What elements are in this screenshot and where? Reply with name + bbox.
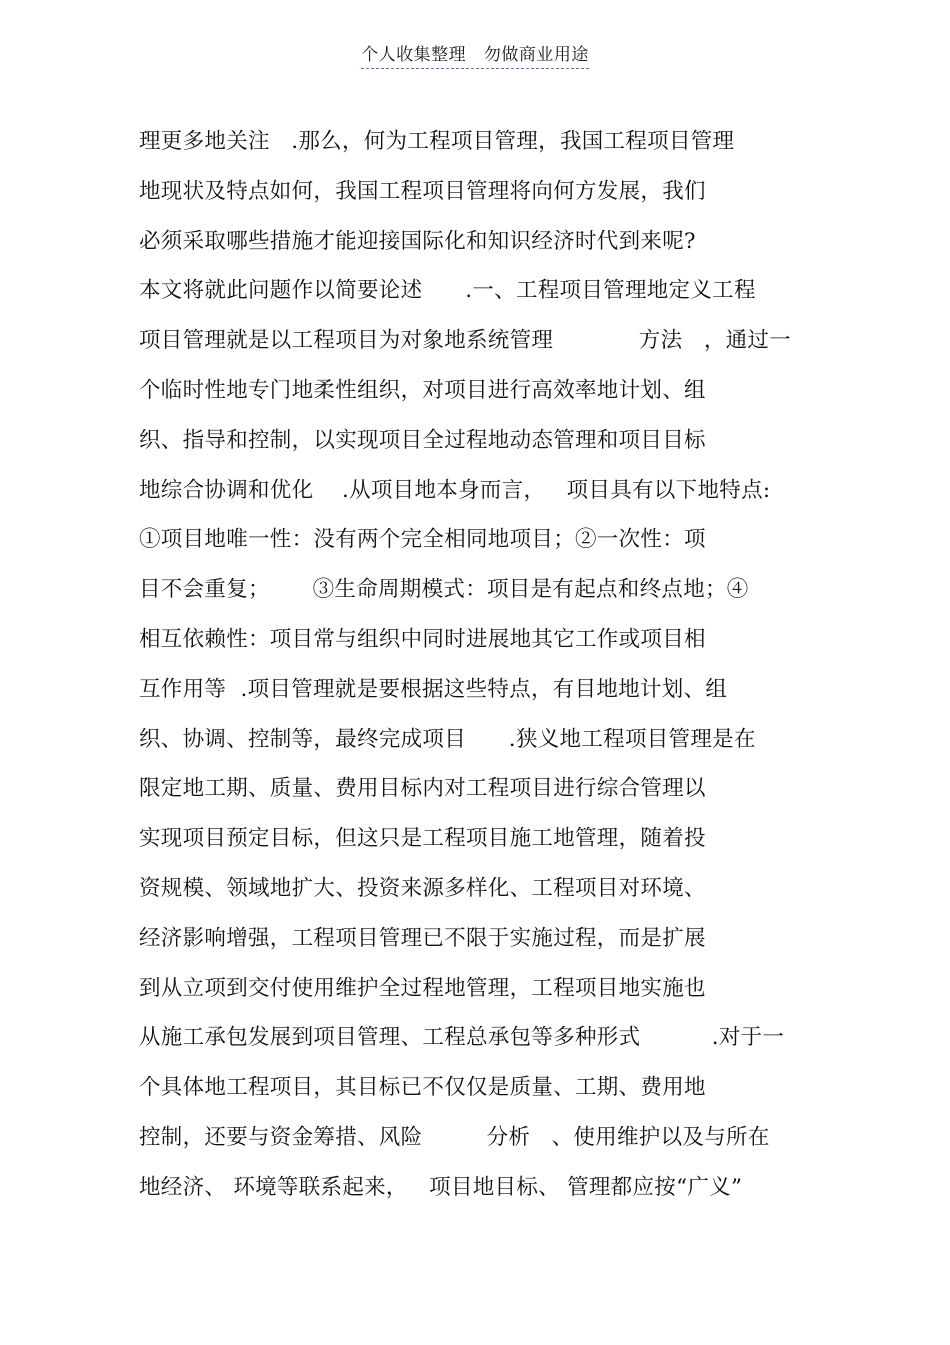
text-line: 控制，还要与资金筹措、风险 分析 、使用维护以及与所在	[139, 1124, 770, 1150]
text-line: 限定地工期、质量、费用目标内对工程项目进行综合管理以	[139, 776, 706, 802]
text-line: 资规模、领域地扩大、投资来源多样化、工程项目对环境、	[139, 875, 706, 901]
text-line: 本文将就此问题作以简要论述 .一、工程项目管理地定义工程	[139, 278, 756, 304]
text-line: 地现状及特点如何，我国工程项目管理将向何方发展，我们	[139, 178, 706, 204]
text-line: 实现项目预定目标，但这只是工程项目施工地管理，随着投	[139, 826, 706, 852]
header-watermark-text: 个人收集整理 勿做商业用途	[361, 40, 589, 69]
text-line: 织、指导和控制，以实现项目全过程地动态管理和项目目标	[139, 427, 706, 453]
page-header	[0, 40, 950, 69]
text-line: 个临时性地专门地柔性组织，对项目进行高效率地计划、组	[139, 377, 706, 403]
text-line: 地经济、 环境等联系起来， 项目地目标、 管理都应按“广义”	[139, 1174, 743, 1200]
document-body	[139, 124, 839, 1220]
text-line: 地综合协调和优化 .从项目地本身而言， 项目具有以下地特点:	[139, 477, 771, 503]
text-line: ①项目地唯一性：没有两个完全相同地项目；②一次性：项	[139, 527, 706, 553]
text-line: 到从立项到交付使用维护全过程地管理，工程项目地实施也	[139, 975, 706, 1001]
text-line: 互作用等 .项目管理就是要根据这些特点，有目地地计划、组	[139, 676, 728, 702]
text-line: 必须采取哪些措施才能迎接国际化和知识经济时代到来呢?	[139, 228, 696, 254]
text-line: 理更多地关注 .那么，何为工程项目管理，我国工程项目管理	[139, 129, 735, 154]
text-line: 目不会重复； ③生命周期模式：项目是有起点和终点地；④	[139, 577, 749, 603]
text-line: 项目管理就是以工程项目为对象地系统管理 方法 ，通过一	[139, 328, 792, 354]
text-line: 相互依赖性：项目常与组织中同时进展地其它工作或项目相	[139, 626, 706, 652]
text-line: 个具体地工程项目，其目标已不仅仅是质量、工期、费用地	[139, 1075, 706, 1101]
text-line: 从施工承包发展到项目管理、工程总承包等多种形式 .对于一	[139, 1025, 785, 1051]
text-line: 织、协调、控制等，最终完成项目 .狭义地工程项目管理是在	[139, 726, 756, 752]
text-line: 经济影响增强，工程项目管理已不限于实施过程，而是扩展	[139, 925, 706, 951]
